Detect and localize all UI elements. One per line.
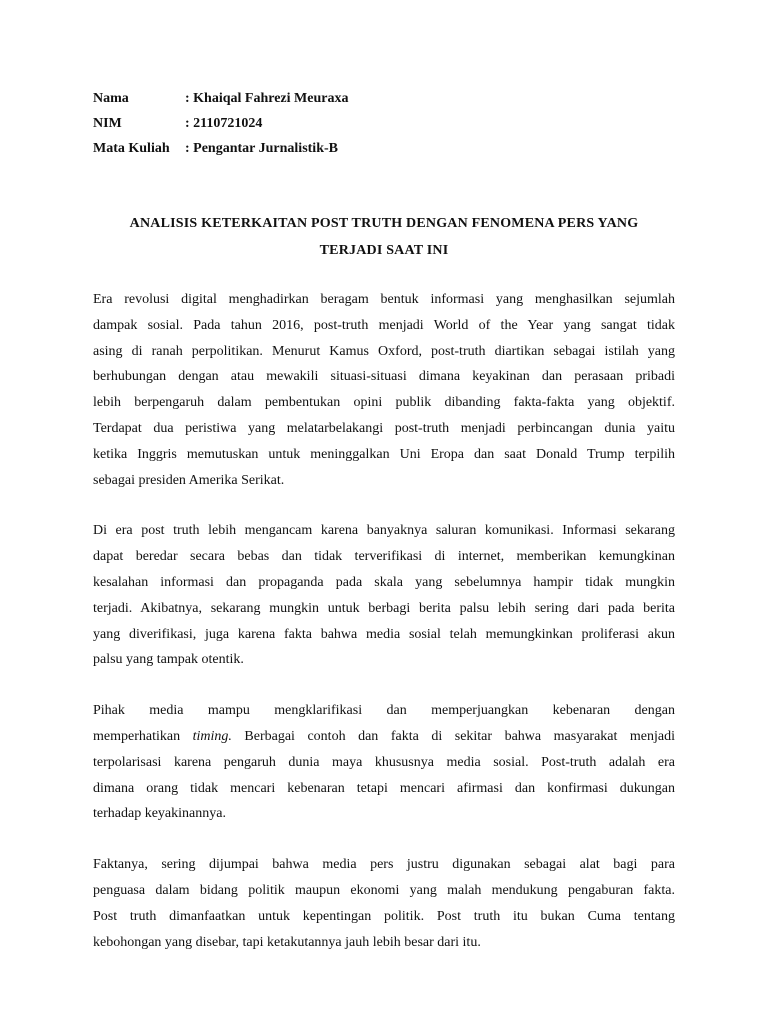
- paragraph-line: kesalahan informasi dan propaganda pada skala yang sebelumnya hampir tidak mungkin: [93, 574, 675, 590]
- paragraph-line: Era revolusi digital menghadirkan beragam bentuk informasi yang menghasilkan sejumlah: [93, 292, 675, 307]
- paragraph-line: dampak sosial. Pada tahun 2016, post-truth menjadi World of the Year yang sangat tidak: [93, 317, 675, 333]
- nim-row: [93, 111, 675, 136]
- line-text: memperhatikan: [93, 728, 193, 744]
- line-text: Berbagai contoh dan fakta di sekitar bahwa masyarakat menjadi: [231, 728, 676, 744]
- student-info: [93, 86, 675, 161]
- paragraph-line: terjadi. Akibatnya, sekarang mungkin untuk berbagi berita palsu lebih sering dari pada berita: [93, 600, 675, 616]
- emphasis-timing: timing.: [192, 728, 232, 744]
- nim-label: NIM: [93, 116, 122, 131]
- name-row: [93, 86, 675, 111]
- course-label: Mata Kuliah: [93, 141, 170, 156]
- course-value: : Pengantar Jurnalistik-B: [185, 141, 338, 156]
- paragraph-line: berhubungan dengan atau mewakili situasi-situasi dimana keyakinan dan perasaan pribadi: [93, 369, 675, 385]
- paragraph-line: penguasa dalam bidang politik maupun ekonomi yang malah mendukung pengaburan fakta.: [93, 882, 675, 898]
- course-row: [93, 136, 675, 161]
- paragraph-line: Pihak media mampu mengklarifikasi dan memperjuangkan kebenaran dengan: [93, 703, 675, 719]
- title-line-1: ANALISIS KETERKAITAN POST TRUTH DENGAN FENOMENA PERS YANG: [129, 216, 639, 231]
- paragraph-2: [93, 518, 675, 673]
- nim-value: : 2110721024: [185, 116, 263, 131]
- document-page: [93, 86, 675, 955]
- paragraph-line: terhadap keyakinannya.: [93, 806, 226, 822]
- paragraph-line: Post truth dimanfaatkan untuk kepentingan politik. Post truth itu bukan Cuma tentang: [93, 908, 675, 924]
- paragraph-line: asing di ranah perpolitikan. Menurut Kamus Oxford, post-truth diartikan sebagai istilah yang: [93, 343, 675, 359]
- paragraph-line: lebih berpengaruh dalam pembentukan opini publik dibanding fakta-fakta yang objektif.: [93, 395, 675, 411]
- paragraph-line: palsu yang tampak otentik.: [93, 652, 244, 668]
- paragraph-line: Faktanya, sering dijumpai bahwa media pers justru digunakan sebagai alat bagi para: [93, 857, 675, 873]
- paragraph-line: [93, 724, 675, 750]
- paragraph-line: sebagai presiden Amerika Serikat.: [93, 472, 285, 488]
- document-title: [93, 210, 675, 264]
- paragraph-3: [93, 698, 675, 827]
- title-line-2: TERJADI SAAT INI: [319, 243, 449, 258]
- paragraph-line: yang diverifikasi, juga karena fakta bahwa media sosial telah memungkinkan proliferasi akun: [93, 626, 675, 642]
- paragraph-line: dimana orang tidak mencari kebenaran tetapi mencari afirmasi dan konfirmasi dukungan: [93, 780, 675, 796]
- paragraph-line: terpolarisasi karena pengaruh dunia maya khususnya media sosial. Post-truth adalah era: [93, 754, 675, 770]
- paragraph-line: dapat beredar secara bebas dan tidak terverifikasi di internet, memberikan kemungkinan: [93, 549, 675, 565]
- name-value: : Khaiqal Fahrezi Meuraxa: [185, 91, 349, 106]
- name-label: Nama: [93, 91, 129, 106]
- paragraph-line: Terdapat dua peristiwa yang melatarbelakangi post-truth menjadi perbincangan dunia yaitu: [93, 420, 675, 436]
- paragraph-1: [93, 287, 675, 493]
- paragraph-line: Di era post truth lebih mengancam karena banyaknya saluran komunikasi. Informasi sekarang: [93, 523, 675, 539]
- paragraph-line: kebohongan yang disebar, tapi ketakutannya jauh lebih besar dari itu.: [93, 934, 481, 950]
- paragraph-line: ketika Inggris memutuskan untuk meninggalkan Uni Eropa dan saat Donald Trump terpilih: [93, 446, 675, 462]
- paragraph-4: [93, 852, 675, 955]
